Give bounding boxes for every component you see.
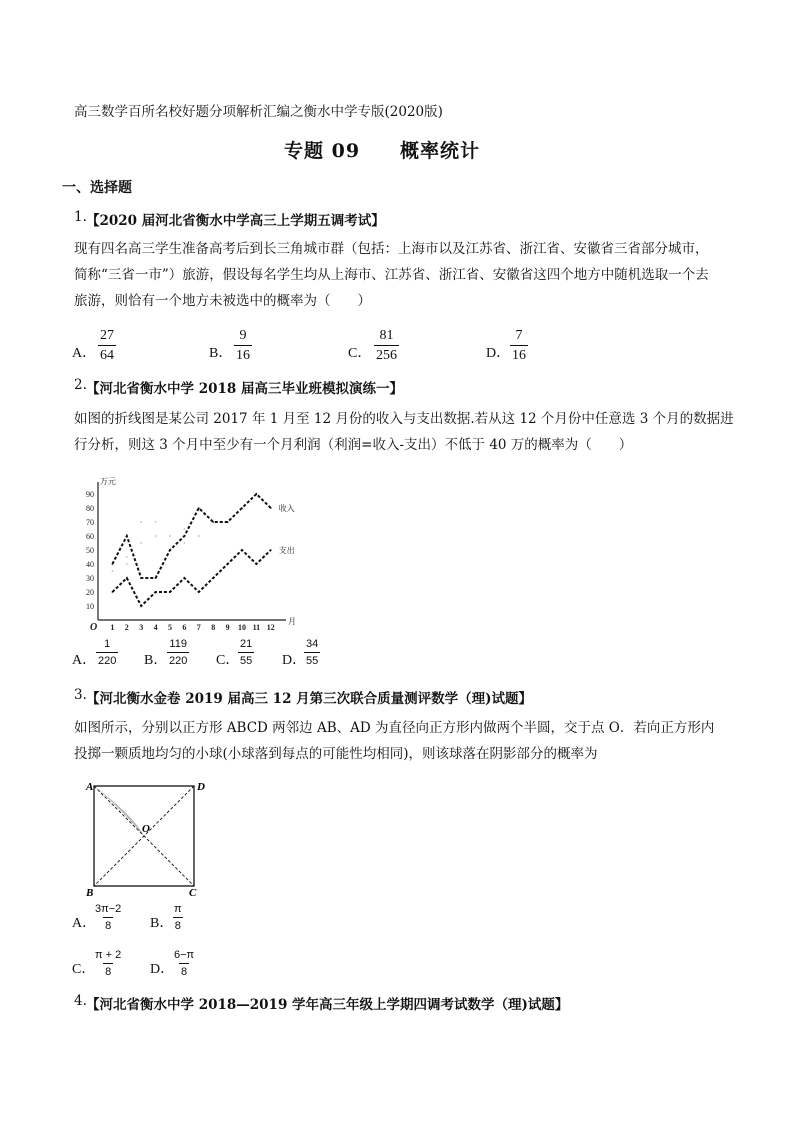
section-heading: 一、选择题	[62, 180, 132, 196]
y-tick-label: 20	[86, 588, 94, 597]
question-source: 【河北省衡水中学 2018—2019 学年高三年级上学期四调考试数学（理)试题】	[86, 997, 569, 1013]
faint-dot	[155, 535, 157, 537]
x-tick-label: 4	[153, 623, 158, 630]
series-label: 收入	[278, 504, 295, 513]
x-tick-label: 5	[168, 623, 172, 630]
text-line: 简称“三省一市”）旅游，假设每名学生均从上海市、江苏省、浙江省、安徽省这四个地方中随机选取一个去	[74, 267, 709, 283]
x-tick-label: 7	[196, 623, 201, 630]
option-b-fraction: $\frac{119}{220}$	[169, 638, 188, 667]
y-tick-label: 10	[86, 602, 94, 611]
faint-dot	[140, 542, 142, 544]
data-point	[256, 493, 258, 495]
vertex-label-d: D	[197, 781, 205, 793]
data-point	[241, 507, 243, 509]
text-line: 旅游，则恰有一个地方未被选中的概率为（ ）	[74, 293, 371, 309]
x-tick-label: 3	[139, 623, 144, 630]
semicircle-top	[94, 776, 194, 786]
question-number: 3.	[74, 687, 87, 703]
data-point	[270, 549, 272, 551]
data-point	[169, 549, 171, 551]
x-tick-label: 10	[238, 623, 246, 630]
y-tick-label: 60	[86, 532, 94, 541]
vertex-label-a: A	[86, 781, 94, 793]
x-tick-label: 12	[266, 623, 275, 630]
line-chart	[72, 470, 312, 630]
option-c-fraction: $\frac{\pi + 2}{8}$	[95, 949, 122, 978]
faint-dot	[126, 563, 128, 565]
data-point	[184, 577, 186, 579]
option-c-fraction: $\frac{81}{256}$	[376, 328, 397, 363]
option-label: D．	[150, 962, 175, 977]
series-label: 支出	[278, 546, 295, 555]
option-label: A．	[72, 653, 97, 668]
faint-dot	[184, 542, 186, 544]
question-text	[74, 406, 734, 458]
question-number: 4.	[74, 993, 87, 1009]
x-tick-label: 1	[110, 623, 115, 630]
data-point	[169, 591, 171, 593]
document-header: 高三数学百所名校好题分项解析汇编之衡水中学专版(2020版)	[74, 104, 443, 120]
faint-dot	[155, 521, 157, 523]
text-line: 如图的折线图是某公司 2017 年 1 月至 12 月份的收入与支出数据.若从这 12 个月份中任意选 3 个月的数据进	[74, 411, 734, 427]
option-b-fraction: $\frac{\pi}{8}$	[174, 903, 182, 932]
y-tick-label: 70	[86, 518, 94, 527]
question-source: 【河北省衡水中学 2018 届高三毕业班模拟演练一】	[86, 381, 403, 397]
text-line: 现有四名高三学生准备高考后到长三角城市群（包括：上海市以及江苏省、浙江省、安徽省三省部分城市，	[74, 241, 709, 257]
data-point	[184, 535, 186, 537]
faint-dot	[112, 570, 114, 572]
semicircle-left	[76, 786, 94, 886]
x-axis-label: 月	[288, 617, 296, 626]
data-point	[198, 507, 200, 509]
faint-dot	[126, 556, 128, 558]
y-tick-label: 30	[86, 574, 94, 583]
data-point	[140, 577, 142, 579]
x-tick-label: 8	[211, 623, 216, 630]
option-label: C．	[72, 962, 96, 977]
question-number: 1.	[74, 209, 87, 225]
vertex-label-c: C	[189, 887, 197, 896]
y-tick-label: 80	[86, 504, 94, 513]
data-point	[140, 605, 142, 607]
data-point	[155, 591, 157, 593]
y-tick-label: 50	[86, 546, 94, 555]
x-tick-label: 9	[225, 623, 230, 630]
question-text	[74, 236, 734, 314]
page-title: 专题 09 概率统计	[284, 140, 481, 162]
option-label: D．	[282, 653, 307, 668]
series-line-income	[112, 494, 270, 578]
series-line-expense	[112, 550, 270, 606]
option-d-fraction: $\frac{7}{16}$	[512, 328, 526, 363]
data-point	[155, 577, 157, 579]
origin-label: O	[90, 622, 98, 630]
option-a-fraction: $\frac{27}{64}$	[100, 328, 114, 363]
option-label: D．	[486, 346, 511, 361]
x-tick-label: 6	[182, 623, 187, 630]
option-label: A．	[72, 916, 97, 931]
square-semicircle-figure	[76, 776, 216, 896]
option-d-fraction: $\frac{6-\pi}{8}$	[174, 949, 195, 978]
faint-dot	[184, 528, 186, 530]
data-point	[227, 521, 229, 523]
option-label: B．	[150, 916, 174, 931]
vertex-label-b: B	[86, 887, 94, 896]
faint-dot	[198, 535, 200, 537]
y-axis-label: 万元	[100, 477, 116, 486]
faint-dot	[140, 521, 142, 523]
option-label: A．	[72, 346, 97, 361]
point-label-o: O	[142, 823, 150, 835]
text-line: 行分析，则这 3 个月中至少有一个月利润（利润=收入-支出）不低于 40 万的概率为（ ）	[74, 437, 633, 453]
data-point	[270, 507, 272, 509]
x-tick-label: 11	[252, 623, 261, 630]
option-b-fraction: $\frac{9}{16}$	[236, 328, 250, 363]
data-point	[227, 563, 229, 565]
y-tick-label: 90	[86, 490, 94, 499]
option-label: B．	[209, 346, 233, 361]
data-point	[112, 591, 114, 593]
data-point	[256, 563, 258, 565]
option-label: B．	[144, 653, 168, 668]
question-source: 【河北衡水金卷 2019 届高三 12 月第三次联合质量测评数学（理)试题】	[86, 691, 533, 707]
data-point	[212, 577, 214, 579]
question-text	[74, 715, 734, 767]
option-a-fraction: $\frac{1}{220}$	[98, 638, 117, 667]
option-label: C．	[348, 346, 372, 361]
text-line: 如图所示，分别以正方形 ABCD 两邻边 AB、AD 为直径向正方形内做两个半圆，交于点 O．若向正方形内	[74, 720, 715, 736]
option-c-fraction: $\frac{21}{55}$	[240, 638, 253, 667]
option-d-fraction: $\frac{34}{55}$	[306, 638, 319, 667]
option-label: C．	[216, 653, 240, 668]
y-tick-label: 40	[86, 560, 94, 569]
option-a-fraction: $\frac{3\pi-2}{8}$	[95, 903, 122, 932]
data-point	[241, 549, 243, 551]
question-source: 【2020 届河北省衡水中学高三上学期五调考试】	[86, 213, 385, 229]
data-point	[126, 535, 128, 537]
x-tick-label: 2	[124, 623, 129, 630]
text-line: 投掷一颗质地均匀的小球(小球落到每点的可能性均相同)，则该球落在阴影部分的概率为	[74, 746, 598, 762]
data-point	[126, 577, 128, 579]
question-number: 2.	[74, 377, 87, 393]
faint-dot	[169, 535, 171, 537]
data-point	[212, 521, 214, 523]
data-point	[112, 563, 114, 565]
data-point	[198, 591, 200, 593]
